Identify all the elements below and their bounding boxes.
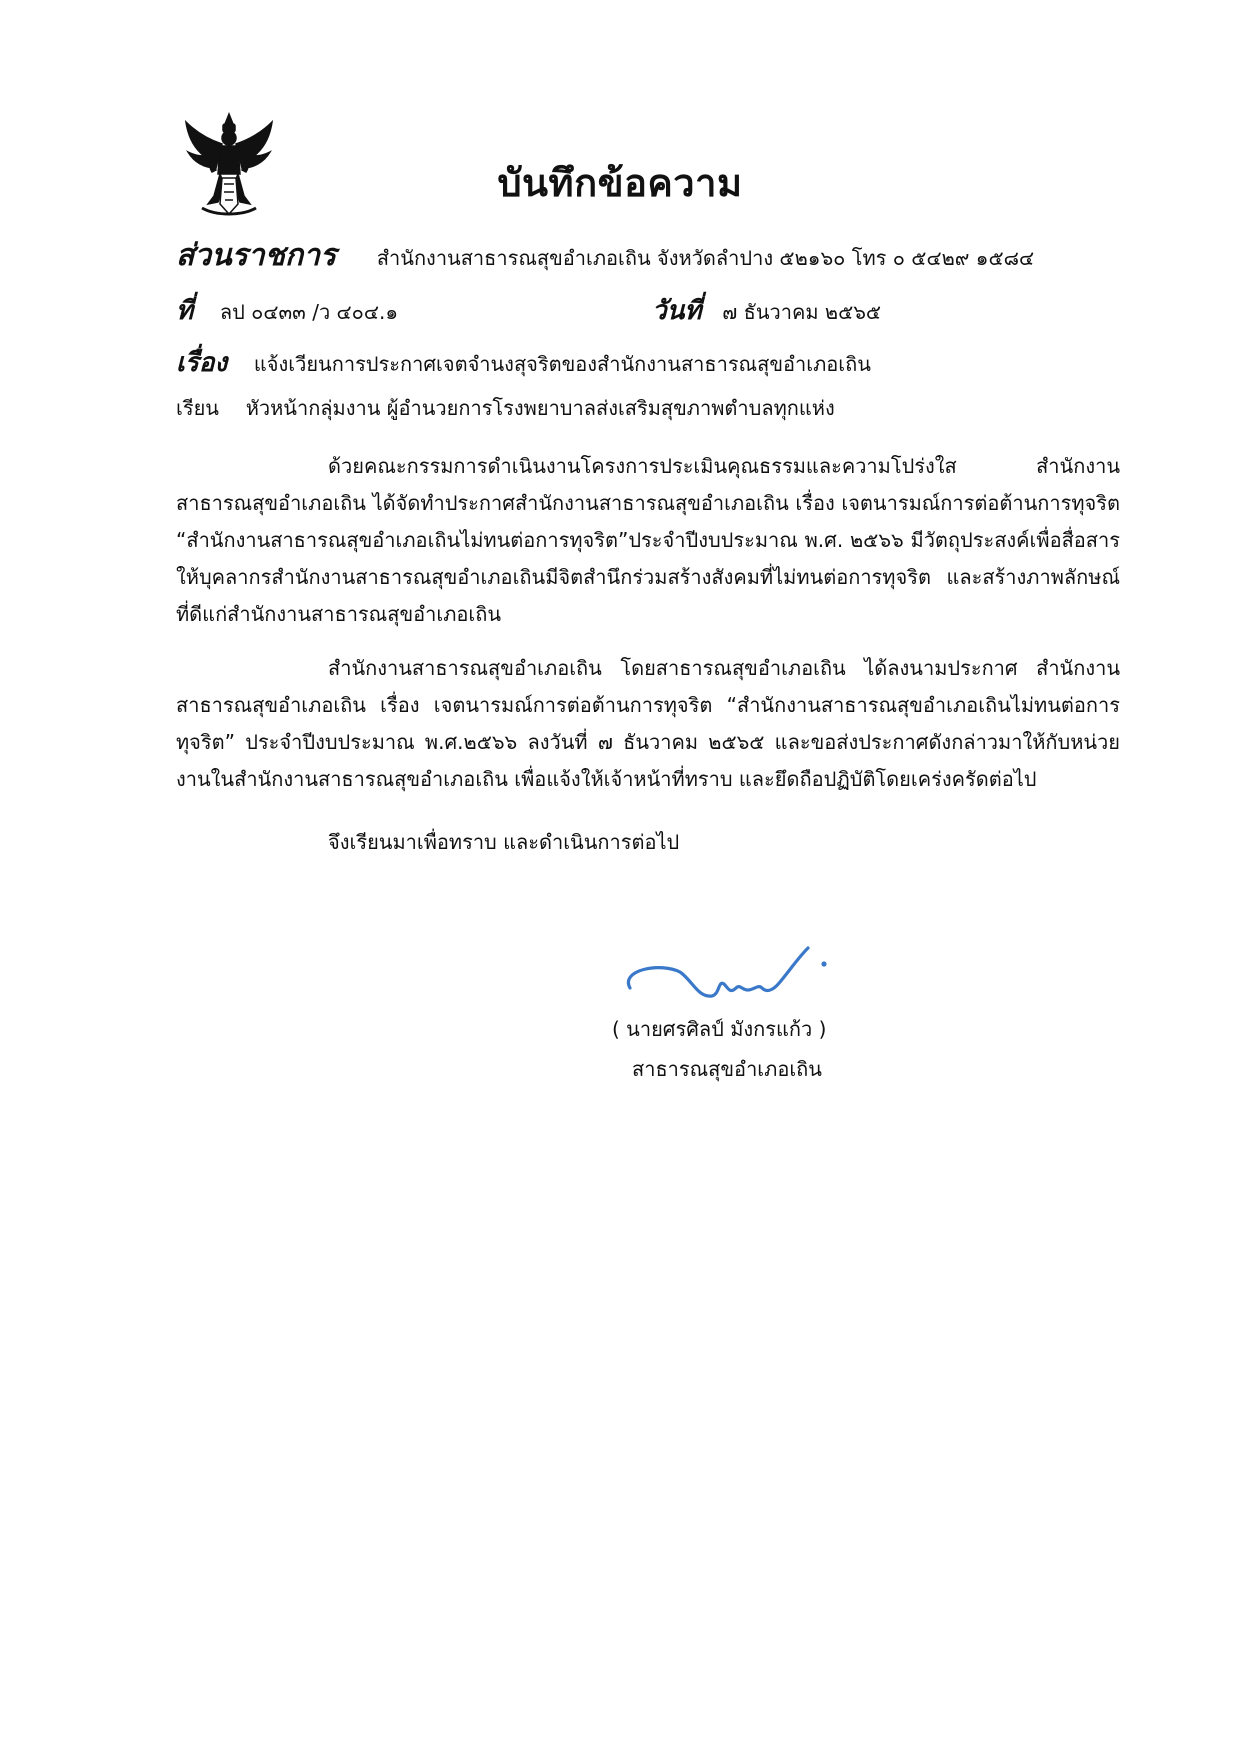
signatory-position: สาธารณสุขอำเภอเถิน <box>632 1057 822 1081</box>
date-label: วันที่ <box>652 296 702 326</box>
reference-line <box>176 290 398 331</box>
agency-line <box>176 232 1034 279</box>
agency-value: สำนักงานสาธารณสุขอำเภอเถิน จังหวัดลำปาง ๕๒๑๖๐ โทร ๐ ๕๔๒๙ ๑๕๘๔ <box>376 246 1035 270</box>
subject-line <box>176 342 871 383</box>
date-value: ๗ ธันวาคม ๒๕๖๕ <box>722 300 882 324</box>
signature-image <box>620 940 840 1012</box>
recipient-line <box>176 392 835 424</box>
signatory-name: ( นายศรศิลป์ มังกรแก้ว ) <box>612 1017 827 1041</box>
recipient-value: หัวหน้ากลุ่มงาน ผู้อำนวยการโรงพยาบาลส่งเสริมสุขภาพตำบลทุกแห่ง <box>245 396 835 420</box>
subject-label: เรื่อง <box>176 348 228 378</box>
body-paragraph-1: ด้วยคณะกรรมการดำเนินงานโครงการประเมินคุณธรรมและความโปร่งใส สำนักงานสาธารณสุขอำเภอเถิน ได้จัดทำประกาศสำนักงานสาธารณสุขอำเภอเถิน เรื่อง เจตนารมณ์การต่อต้านการทุจริต “สำนักงานสาธารณสุขอำเภอเถินไม่ทนต่อการทุจริต”ประจำปีงบประมาณ พ.ศ. ๒๕๖๖ มีวัตถุประสงค์เพื่อสื่อสารให้บุคลากรสำนักงานสาธารณสุขอำเภอเถินมีจิตสำนึกร่วมสร้างสังคมที่ไม่ทนต่อการทุจริต และสร้างภาพลักษณ์ที่ดีแก่สำนักงานสาธารณสุขอำเภอเถิน <box>176 454 1120 626</box>
reference-label: ที่ <box>176 296 194 326</box>
body-paragraph-2: สำนักงานสาธารณสุขอำเภอเถิน โดยสาธารณสุขอำเภอเถิน ได้ลงนามประกาศ สำนักงานสาธารณสุขอำเภอเถิน เรื่อง เจตนารมณ์การต่อต้านการทุจริต “สำนักงานสาธารณสุขอำเภอเถินไม่ทนต่อการทุจริต” ประจำปีงบประมาณ พ.ศ.๒๕๖๖ ลงวันที่ ๗ ธันวาคม ๒๕๖๕ และขอส่งประกาศดังกล่าวมาให้กับหน่วยงานในสำนักงานสาธารณสุขอำเภอเถิน เพื่อแจ้งให้เจ้าหน้าที่ทราบ และยึดถือปฏิบัติโดยเคร่งครัดต่อไป <box>176 656 1120 791</box>
agency-label: ส่วนราชการ <box>176 238 337 273</box>
reference-value: ลป ๐๔๓๓ /ว ๔๐๔.๑ <box>219 300 399 324</box>
recipient-label: เรียน <box>176 396 219 420</box>
date-line <box>652 290 881 331</box>
closing-line: จึงเรียนมาเพื่อทราบ และดำเนินการต่อไป <box>328 830 680 854</box>
subject-value: แจ้งเวียนการประกาศเจตจำนงสุจริตของสำนักงานสาธารณสุขอำเภอเถิน <box>253 352 871 376</box>
memo-title: บันทึกข้อความ <box>497 161 743 205</box>
